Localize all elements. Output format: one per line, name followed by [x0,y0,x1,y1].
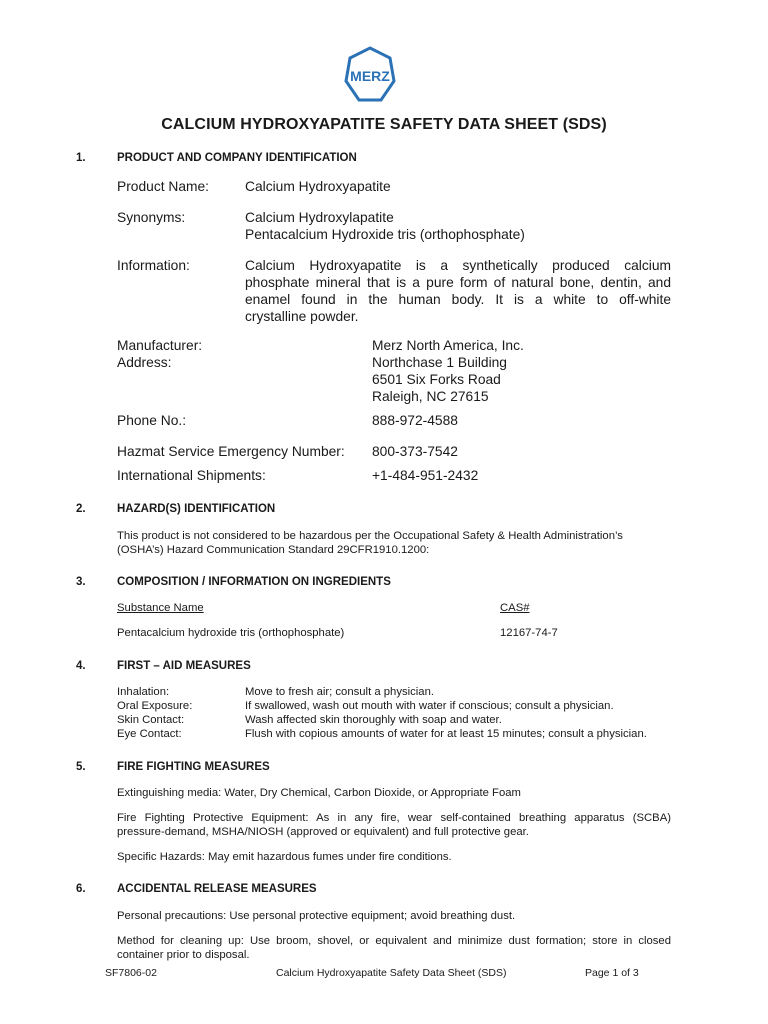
first-aid-value: If swallowed, wash out mouth with water if conscious; consult a physician. [245,700,614,712]
intl-shipments-label: International Shipments: [117,468,266,483]
hazmat-label: Hazmat Service Emergency Number: [117,444,345,459]
first-aid-value: Wash affected skin thoroughly with soap and water. [245,714,502,726]
section-number: 3. [76,576,86,588]
first-aid-label: Oral Exposure: [117,700,193,712]
address-line: 6501 Six Forks Road [372,372,501,387]
product-name-label: Product Name: [117,179,210,194]
section-title: ACCIDENTAL RELEASE MEASURES [117,883,317,895]
phone-label: Phone No.: [117,413,187,428]
synonyms-label: Synonyms: [117,210,186,225]
cas-number: 12167-74-7 [500,627,558,639]
synonym: Calcium Hydroxylapatite [245,210,394,225]
section-title: FIRE FIGHTING MEASURES [117,761,270,773]
manufacturer-label: Manufacturer: [117,338,203,353]
first-aid-value: Move to fresh air; consult a physician. [245,686,434,698]
product-name-value: Calcium Hydroxyapatite [245,179,391,194]
hazard-text-line: This product is not considered to be hazardous per the Occupational Safety & Health Administration’s [117,530,623,542]
address-line: Raleigh, NC 27615 [372,389,489,404]
hazmat-value: 800-373-7542 [372,444,458,459]
cleanup-method: Method for cleaning up: Use broom, shovel, or equivalent and minimize dust formation; store in closed container prior to disposal. [117,935,671,961]
section-title: COMPOSITION / INFORMATION ON INGREDIENTS [117,576,391,588]
section-title: FIRST – AID MEASURES [117,660,251,672]
personal-precautions: Personal precautions: Use personal protective equipment; avoid breathing dust. [117,910,516,922]
svg-text:MERZ: MERZ [350,68,390,84]
information-label: Information: [117,258,190,273]
footer-page-number: Page 1 of 3 [585,967,639,979]
section-number: 2. [76,503,86,515]
substance-name: Pentacalcium hydroxide tris (orthophosphate) [117,627,345,639]
synonym: Pentacalcium Hydroxide tris (orthophosphate) [245,227,525,242]
first-aid-label: Skin Contact: [117,714,185,726]
section-number: 1. [76,152,86,164]
footer-doc-name: Calcium Hydroxyapatite Safety Data Sheet (SDS) [276,967,507,979]
extinguishing-media: Extinguishing media: Water, Dry Chemical, Carbon Dioxide, or Appropriate Foam [117,787,521,799]
manufacturer-value: Merz North America, Inc. [372,338,524,353]
merz-logo [344,46,396,104]
document-title: CALCIUM HYDROXYAPATITE SAFETY DATA SHEET (SDS) [161,116,607,133]
section-number: 6. [76,883,86,895]
section-number: 4. [76,660,86,672]
first-aid-label: Inhalation: [117,686,170,698]
address-line: Northchase 1 Building [372,355,507,370]
protective-equipment: Fire Fighting Protective Equipment: As in any fire, wear self-contained breathing apparatus (SCBA) pressure-demand, MSHA/NIOSH (approved or equivalent) and full protective gear. [117,812,671,838]
column-header-cas: CAS# [500,602,530,614]
section-number: 5. [76,761,86,773]
column-header-substance: Substance Name [117,602,204,614]
section-title: PRODUCT AND COMPANY IDENTIFICATION [117,152,357,164]
first-aid-value: Flush with copious amounts of water for at least 15 minutes; consult a physician. [245,728,647,740]
section-title: HAZARD(S) IDENTIFICATION [117,503,276,515]
phone-value: 888-972-4588 [372,413,458,428]
specific-hazards: Specific Hazards: May emit hazardous fumes under fire conditions. [117,851,452,863]
first-aid-label: Eye Contact: [117,728,182,740]
hazard-text-line: (OSHA’s) Hazard Communication Standard 29CFR1910.1200: [117,544,430,556]
information-text: Calcium Hydroxyapatite is a synthetically produced calcium phosphate mineral that is a pure form of natural bone, dentin, and enamel found in the human body. It is a white to off-white crystalline powder. [245,258,671,324]
footer-doc-code: SF7806-02 [105,967,157,979]
address-label: Address: [117,355,172,370]
intl-shipments-value: +1-484-951-2432 [372,468,479,483]
